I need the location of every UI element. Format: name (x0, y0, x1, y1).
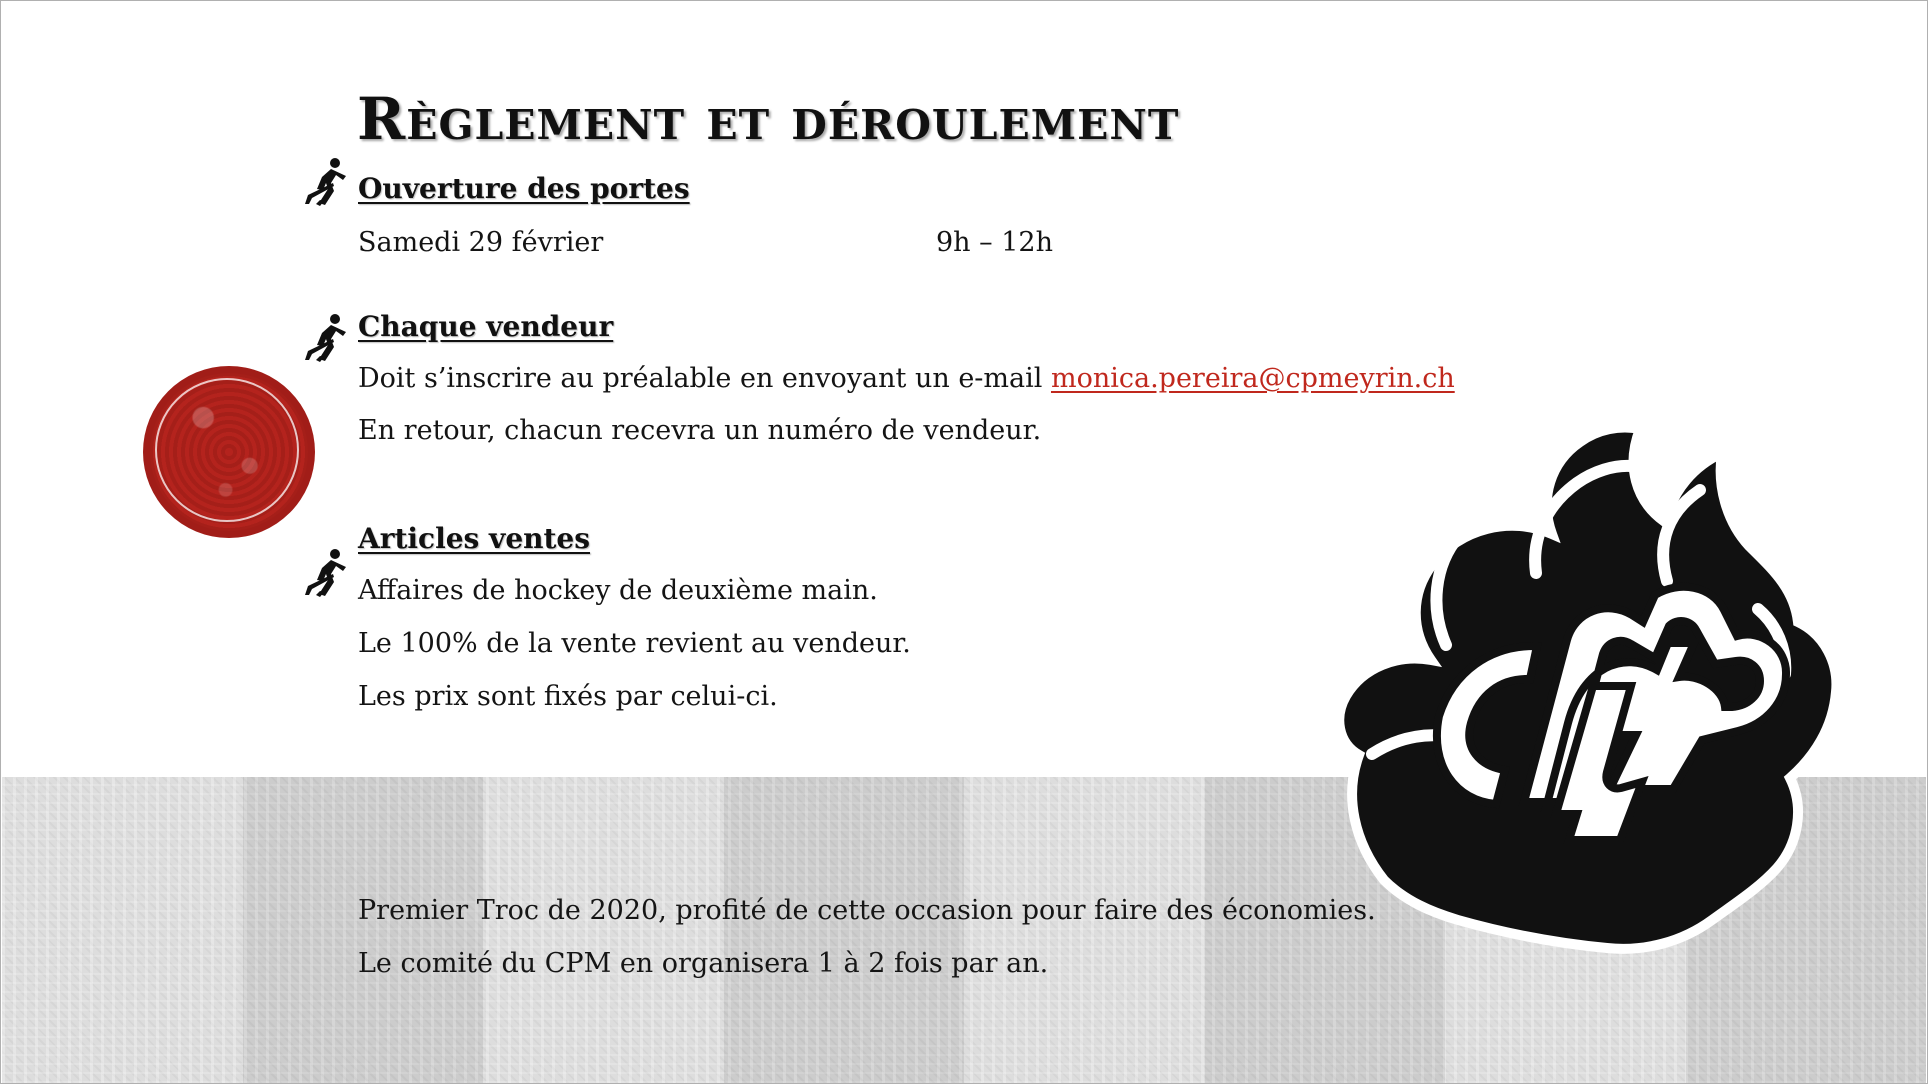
section-heading-seller: Chaque vendeur (358, 310, 614, 343)
page-title: Règlement et déroulement (357, 85, 1180, 153)
red-grunge-circle (143, 366, 315, 538)
hockey-player-icon (300, 312, 354, 366)
seller-registration-line (358, 362, 1455, 396)
section-heading-articles: Articles ventes (358, 522, 591, 555)
hockey-player-icon (300, 156, 354, 210)
footer-line-1: Premier Troc de 2020, profité de cette occasion pour faire des économies. (358, 895, 1376, 926)
articles-line-2: Le 100% de la vente revient au vendeur. (358, 628, 911, 659)
opening-date: Samedi 29 février (358, 227, 604, 258)
seller-registration-text: Doit s’inscrire au préalable en envoyant un e-mail (358, 363, 1051, 394)
section-heading-opening: Ouverture des portes (358, 172, 690, 205)
hockey-player-icon (300, 547, 354, 601)
seller-number-line: En retour, chacun recevra un numéro de vendeur. (358, 415, 1042, 446)
articles-line-3: Les prix sont fixés par celui-ci. (358, 681, 778, 712)
articles-line-1: Affaires de hockey de deuxième main. (358, 575, 878, 606)
footer-line-2: Le comité du CPM en organisera 1 à 2 fois par an. (358, 948, 1049, 979)
cpm-flame-logo (1328, 410, 1842, 958)
opening-time: 9h – 12h (936, 227, 1053, 258)
email-link[interactable]: monica.pereira@cpmeyrin.ch (1050, 363, 1455, 394)
